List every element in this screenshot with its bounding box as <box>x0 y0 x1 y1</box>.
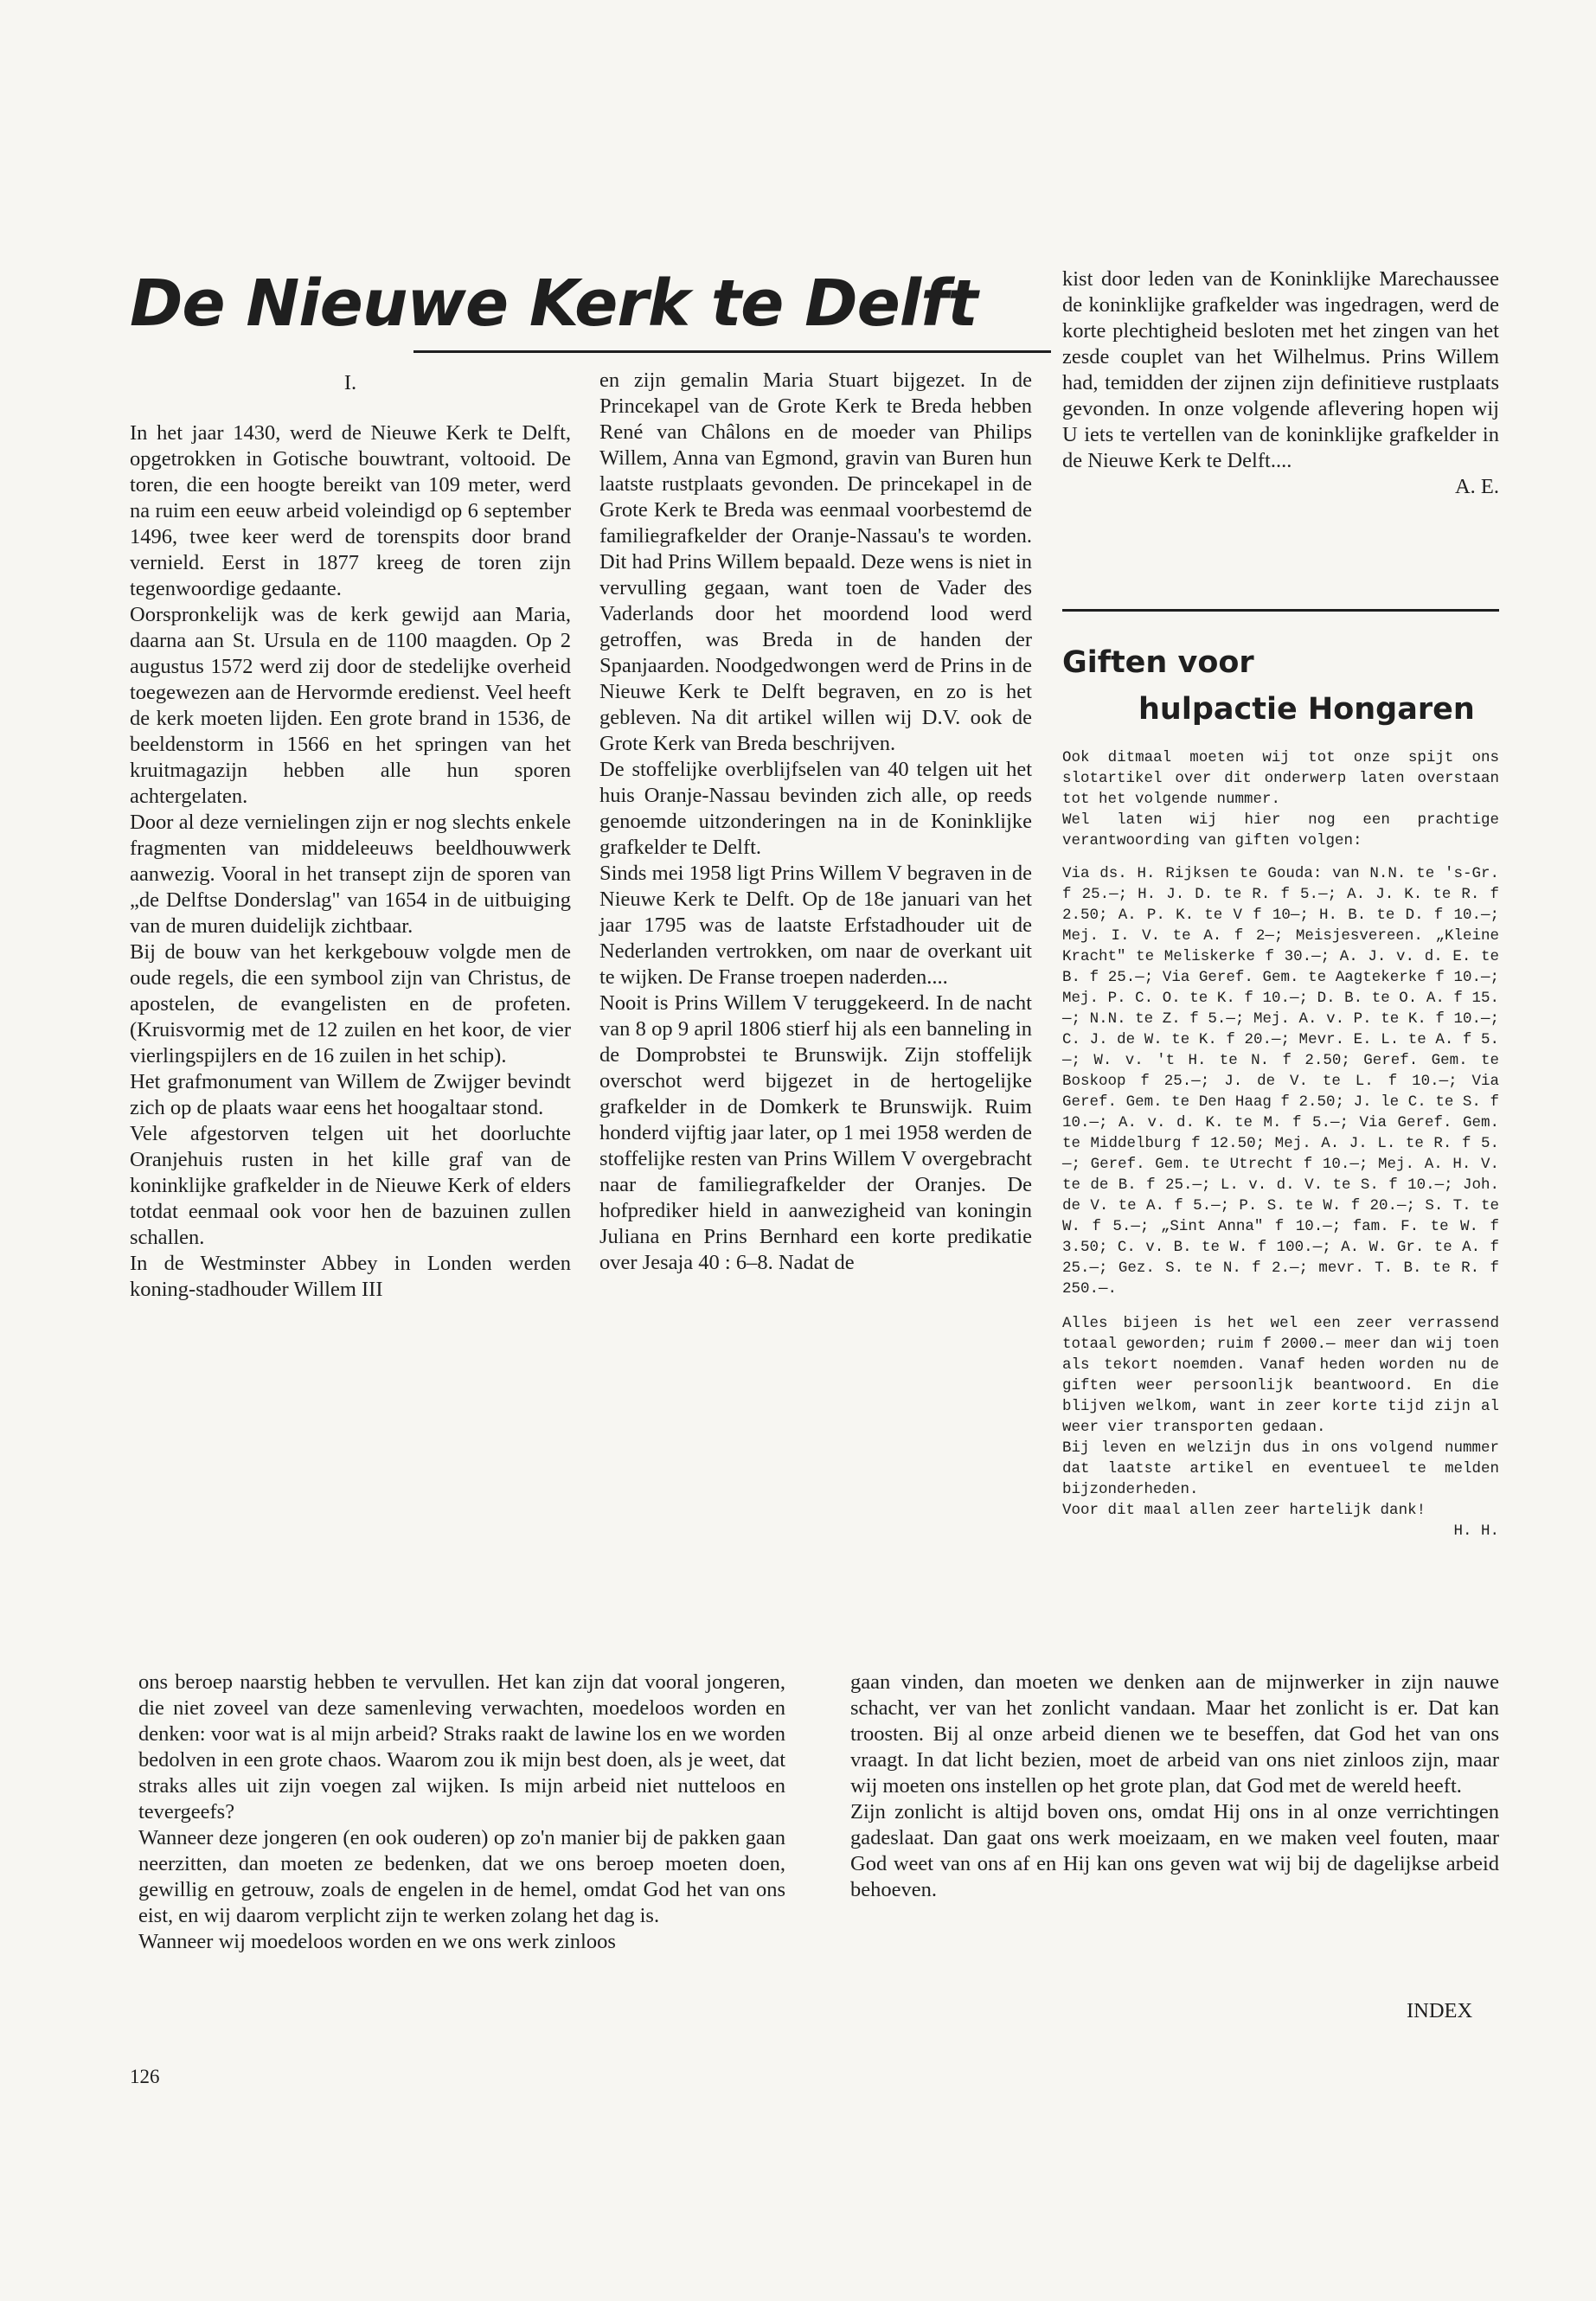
article-signature: A. E. <box>1454 475 1499 498</box>
bottom-column-right <box>850 1670 1499 1903</box>
paragraph: ons beroep naarstig hebben te vervullen. Het kan zijn dat vooral jongeren, die niet zoveel van deze samenleving verwachten, moedeloos worden en denken: voor wat is al mijn arbeid? Straks raakt de lawine los en we worden bedolven in een grote chaos. Waarom zou ik mijn best doen, als je weet, dat straks alles uit zijn voegen zal wijken. Is mijn arbeid niet nutteloos en tevergeefs? <box>138 1670 785 1823</box>
giften-signature: H. H. <box>1453 1522 1499 1540</box>
giften-body <box>1062 747 1499 1541</box>
article-column-2 <box>599 368 1032 1276</box>
paragraph: Door al deze vernielingen zijn er nog slechts enkele fragmenten van middeleeuws beeldhouwwerk aanwezig. Vooral in het transept zijn de sporen van „de Delftse Donderslag" van 1654 in de uitbuiging van de muren duidelijk zichtbaar. <box>130 811 571 938</box>
giften-list: Via ds. H. Rijksen te Gouda: van N.N. te 's-Gr. f 25.—; H. J. D. te R. f 5.—; A. J. K. te R. f 2.50; A. P. K. te V f 10—; H. B. te D. f 10.—; Mej. I. V. te A. f 2—; Meisjesvereen. „Kleine Kracht" te Meliskerke f 30.—; A. J. v. d. E. te B. f 25.—; Via Geref. Gem. te Aagtekerke f 10.—; Mej. P. C. O. te K. f 10.—; D. B. te O. A. f 15.—; N.N. te Z. f 5.—; Mej. A. v. P. te K. f 10.—; C. J. de W. te K. f 20.—; Mevr. E. L. te A. f 5.—; W. v. 't H. te N. f 2.50; Geref. Gem. te Boskoop f 25.—; J. de V. te L. f 10.—; Via Geref. Gem. te Den Haag f 2.50; J. le C. te S. f 10.—; A. v. d. K. te M. f 5.—; Via Geref. Gem. te Middelburg f 12.50; Mej. A. J. L. te R. f 5.—; Geref. Gem. te Utrecht f 10.—; Mej. A. H. V. te de B. f 25.—; L. v. d. V. te S. f 10.—; Joh. de V. te A. f 5.—; P. S. te W. f 20.—; S. T. te W. f 5.—; „Sint Anna" f 10.—; fam. F. te W. f 3.50; C. v. B. te W. f 100.—; A. W. Gr. te A. f 25.—; Gez. S. te N. f 2.—; mevr. T. B. te R. f 250.—. <box>1062 865 1499 1298</box>
section-divider <box>1062 609 1499 612</box>
paragraph: kist door leden van de Koninklijke Marechaussee de koninklijke grafkelder was ingedragen, werd de korte plechtigheid besloten met het zingen van het zesde couplet van het Wilhelmus. Prins Willem had, temidden der zijnen zijn definitieve rustplaats gevonden. In onze volgende aflevering hopen wij U iets te vertellen van de koninklijke grafkelder in de Nieuwe Kerk te Delft.... <box>1062 267 1499 472</box>
paragraph: Vele afgestorven telgen uit het doorluchte Oranjehuis rusten in het kille graf van de koninklijke grafkelder in de Nieuwe Kerk of elders totdat eenmaal ook voor hen de bazuinen zullen schallen. <box>130 1122 571 1249</box>
paragraph: Het grafmonument van Willem de Zwijger bevindt zich op de plaats waar eens het hoogaltaar stond. <box>130 1070 571 1119</box>
paragraph: gaan vinden, dan moeten we denken aan de mijnwerker in zijn nauwe schacht, ver van het zonlicht vandaan. Maar het zonlicht is er. Dat kan troosten. Bij al onze arbeid dienen we te beseffen, dat God het van ons vraagt. In dat licht bezien, moet de arbeid van ons niet zinloos zijn, maar wij moeten ons instellen op het grote plan, dat God met de wereld heeft. <box>850 1670 1499 1798</box>
title-rule <box>413 350 1051 353</box>
paragraph: Wanneer deze jongeren (en ook ouderen) op zo'n manier bij de pakken gaan neerzitten, dan moeten ze bedenken, dat we ons beroep moeten doen, gewillig en getrouw, zoals de engelen in de hemel, omdat God het van ons eist, en wij daarom verplicht zijn te werken zolang het dag is. <box>138 1826 785 1927</box>
paragraph: Bij de bouw van het kerkgebouw volgde men de oude regels, die een symbool zijn van Christus, de apostelen, de evangelisten en de profeten. (Kruisvormig met de 12 zuilen en het koor, de vier vierlingspijlers en de 16 zuilen in het schip). <box>130 940 571 1067</box>
paragraph: en zijn gemalin Maria Stuart bijgezet. In de Princekapel van de Grote Kerk te Breda hebben René van Châlons en de moeder van Philips Willem, Anna van Egmond, gravin van Buren hun laatste rustplaats gevonden. De princekapel in de Grote Kerk te Breda was eenmaal voorbestemd de familiegrafkelder der Oranje-Nassau's te worden. Dit had Prins Willem bepaald. Deze wens is niet in vervulling gegaan, want toen de Vader des Vaderlands door het moordend lood werd getroffen, was Breda in de handen der Spanjaarden. Noodgedwongen werd de Prins in de Nieuwe Kerk te Delft begraven, en zo is het gebleven. Na dit artikel willen wij D.V. ook de Grote Kerk van Breda beschrijven. <box>599 369 1032 755</box>
index-label: INDEX <box>1407 1999 1473 2022</box>
paragraph: In het jaar 1430, werd de Nieuwe Kerk te Delft, opgetrokken in Gotische bouwtrant, voltooid. De toren, die een hoogte bereikt van 109 meter, werd na ruim een eeuw arbeid voleindigd op 6 september 1496, twee keer werd de torenspits door brand vernield. Eerst in 1877 kreeg de toren zijn tegenwoordige gedaante. <box>130 421 571 600</box>
page-number: 126 <box>130 2066 160 2087</box>
article-column-3 <box>1062 266 1499 500</box>
section-number: I. <box>343 371 357 394</box>
bottom-column-left <box>138 1670 785 1955</box>
giften-closing: Voor dit maal allen zeer hartelijk dank! <box>1062 1502 1426 1519</box>
paragraph: Zijn zonlicht is altijd boven ons, omdat Hij ons in al onze verrichtingen gadeslaat. Dan gaat ons werk moeizaam, en we maken veel fouten, maar God weet van ons af en Hij kan ons geven wat wij bij de dagelijkse arbeid behoeven. <box>850 1800 1499 1901</box>
paragraph: In de Westminster Abbey in Londen werden koning-stadhouder Willem III <box>130 1252 571 1301</box>
paragraph: Sinds mei 1958 ligt Prins Willem V begraven in de Nieuwe Kerk te Delft. Op de 18e januari van het jaar 1795 was de laatste Erfstadhouder uit de Nederlanden vertrokken, om naar de overkant uit te wijken. De Franse troepen naderden.... <box>599 862 1032 989</box>
giften-closing: Bij leven en welzijn dus in ons volgend nummer dat laatste artikel en eventueel te melden bijzonderheden. <box>1062 1439 1499 1498</box>
giften-intro: Ook ditmaal moeten wij tot onze spijt ons slotartikel over dit onderwerp laten overstaan tot het volgende nummer. <box>1062 749 1499 808</box>
giften-title-line1: Giften voor <box>1062 645 1254 680</box>
paragraph: De stoffelijke overblijfselen van 40 telgen uit het huis Oranje-Nassau bevinden zich alle, op reeds genoemde uitzonderingen na in de Koninklijke grafkelder te Delft. <box>599 758 1032 859</box>
giften-intro: Wel laten wij hier nog een prachtige verantwoording van giften volgen: <box>1062 811 1499 849</box>
paragraph: Nooit is Prins Willem V teruggekeerd. In de nacht van 8 op 9 april 1806 stierf hij als een banneling in de Domprobstei te Brunswijk. Zijn stoffelijk overschot werd bijgezet in de hertogelijke grafkelder in de Domkerk te Brunswijk. Ruim honderd vijftig jaar later, op 1 mei 1958 werden de stoffelijke resten van Prins Willem V overgebracht naar de familiegrafkelder der Oranjes. De hofprediker hield in aanwezigheid van koningin Juliana en Prins Bernhard een korte predikatie over Jesaja 40 : 6–8. Nadat de <box>599 991 1032 1274</box>
article-column-1 <box>130 370 571 1303</box>
article-title: De Nieuwe Kerk te Delft <box>130 266 977 341</box>
giften-closing: Alles bijeen is het wel een zeer verrassend totaal geworden; ruim f 2000.— meer dan wij toen als tekort noemden. Vanaf heden worden nu de giften weer persoonlijk beantwoord. En die blijven welkom, want in zeer korte tijd zijn al weer vier transporten gedaan. <box>1062 1315 1499 1436</box>
giften-title-line2: hulpactie Hongaren <box>1138 692 1475 727</box>
paragraph: Oorspronkelijk was de kerk gewijd aan Maria, daarna aan St. Ursula en de 1100 maagden. Op 2 augustus 1572 werd zij door de stedelijke overheid toegewezen aan de Hervormde eredienst. Veel heeft de kerk moeten lijden. Een grote brand in 1536, de beeldenstorm in 1566 en het springen van het kruitmagazijn hebben alle hun sporen achtergelaten. <box>130 603 571 808</box>
paragraph: Wanneer wij moedeloos worden en we ons werk zinloos <box>138 1930 616 1953</box>
